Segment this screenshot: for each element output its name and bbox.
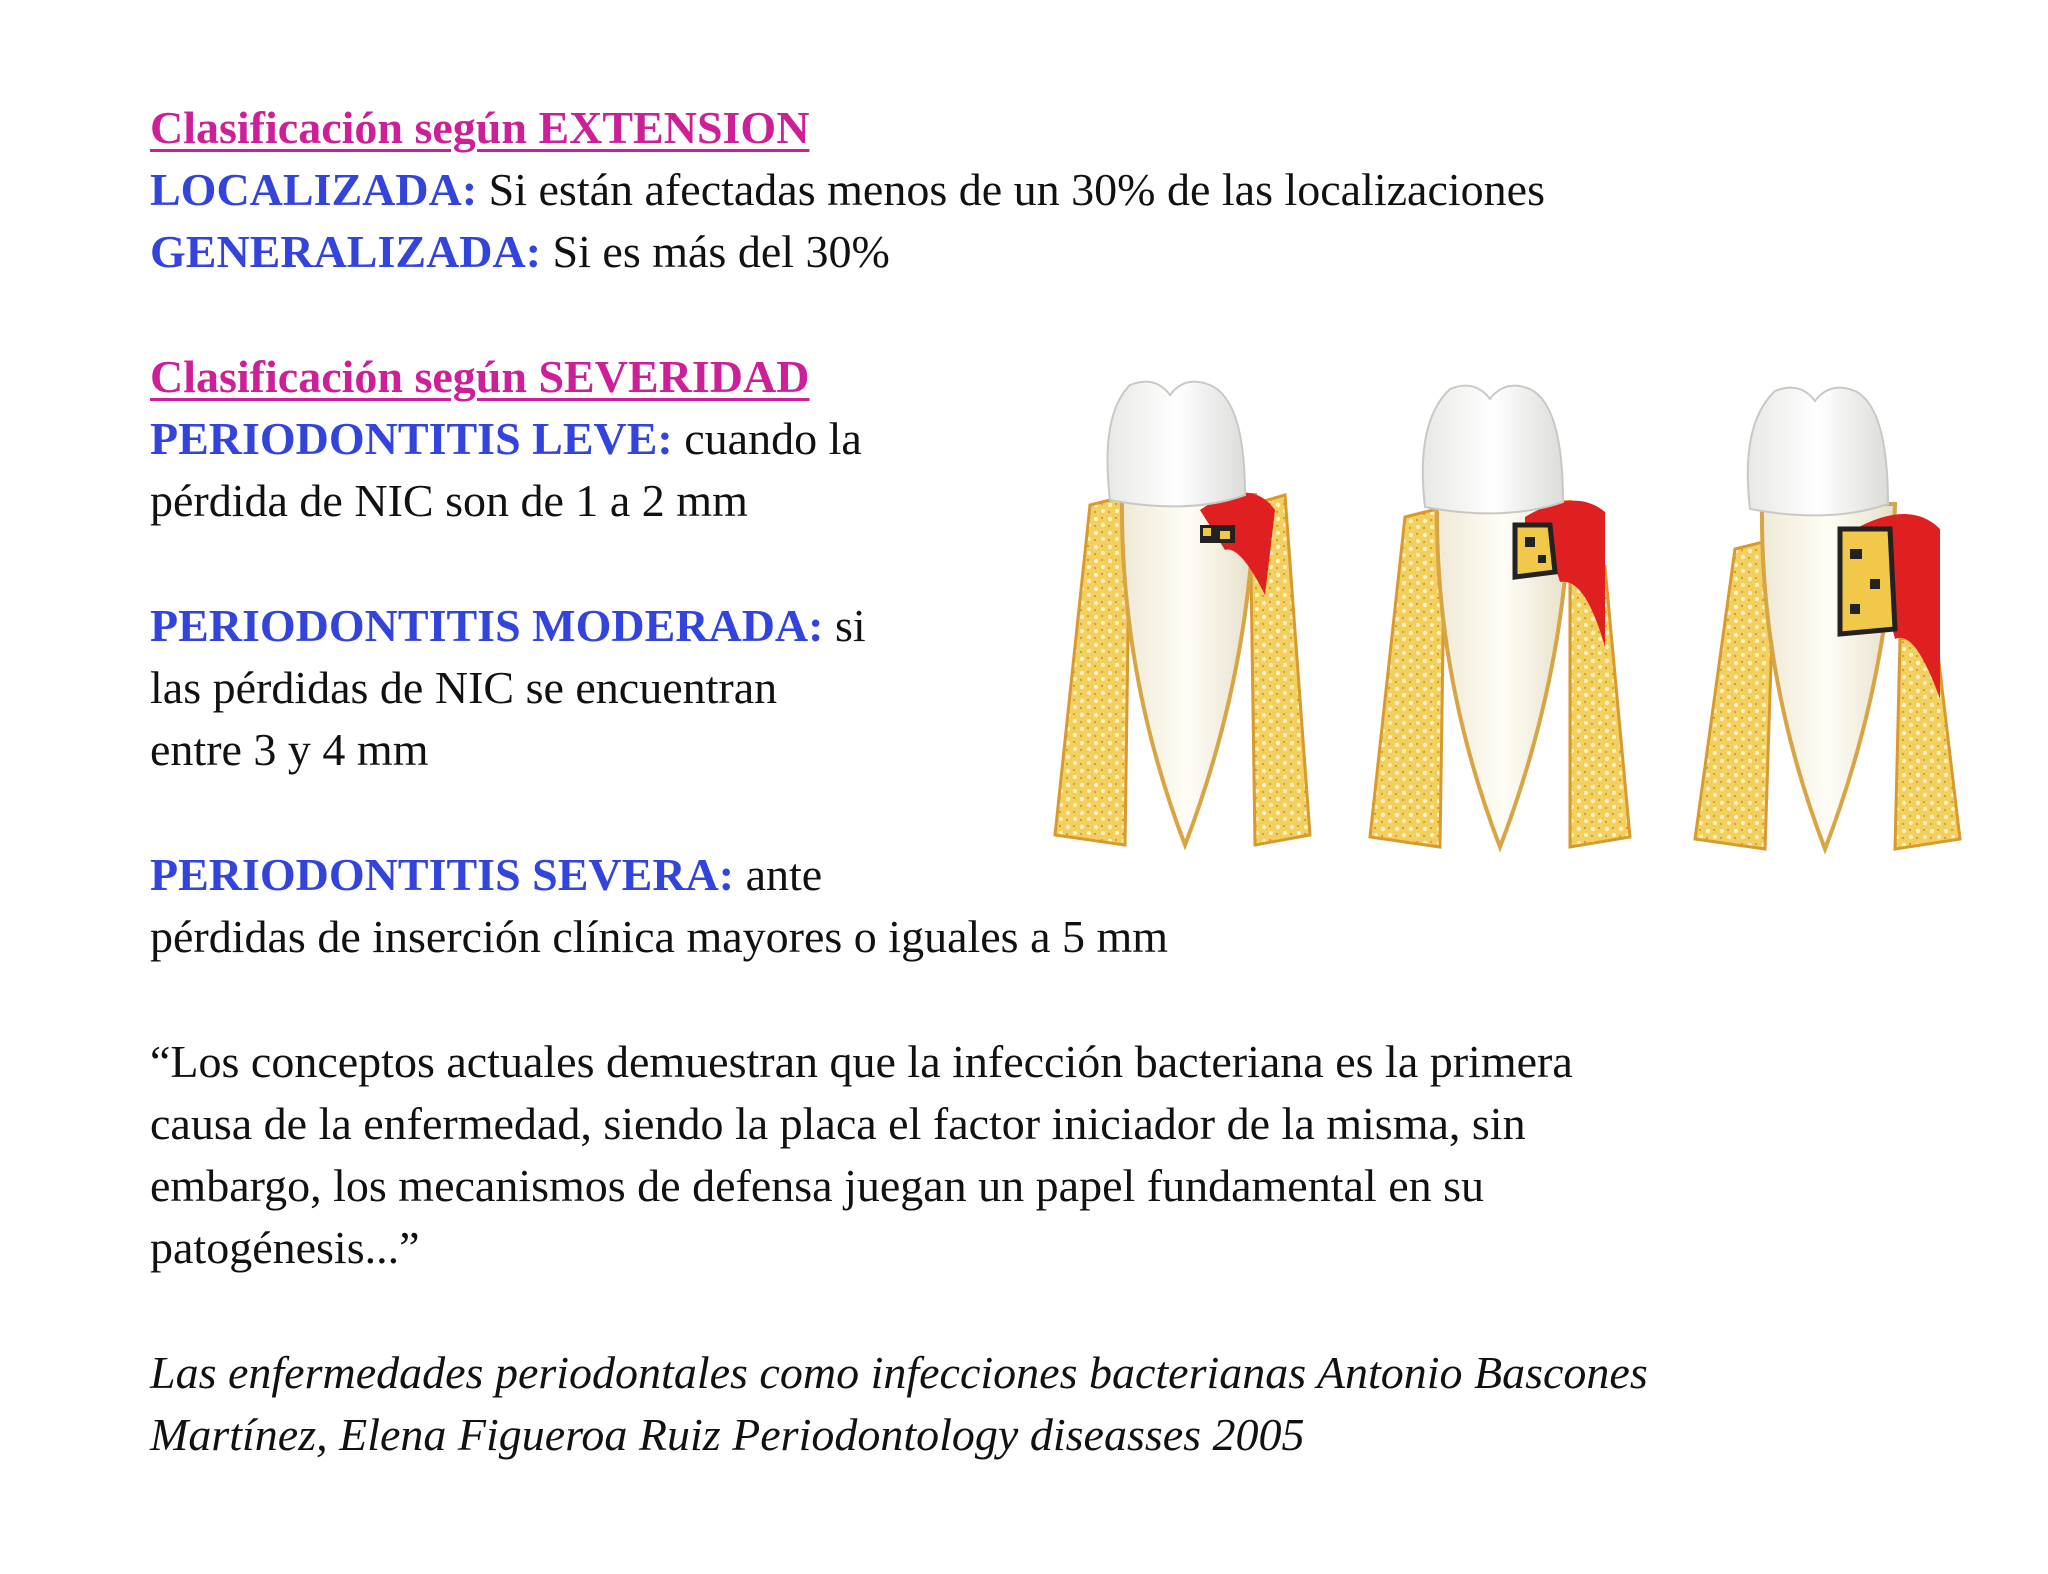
localizada-line (150, 159, 1545, 221)
localizada-text: Si están afectadas menos de un 30% de las localizaciones (477, 164, 1545, 215)
extension-heading: Clasificación según EXTENSION (150, 102, 810, 153)
leve-text-1: cuando la (672, 413, 862, 464)
periodontitis-stages-teeth-illustration-icon (1030, 365, 1970, 865)
tooth-severe-icon (1695, 388, 1960, 849)
severa-line-2: pérdidas de inserción clínica mayores o iguales a 5 mm (150, 911, 1169, 962)
tooth-mild-icon (1055, 382, 1310, 845)
citation-line-1: Las enfermedades periodontales como infecciones bacterianas Antonio Bascones (150, 1347, 1648, 1398)
severa-term: PERIODONTITIS SEVERA: (150, 849, 735, 900)
severa-text-1: ante (734, 849, 823, 900)
moderada-text-1: si (823, 600, 866, 651)
quote-line-3: embargo, los mecanismos de defensa juegan un papel fundamental en su (150, 1160, 1485, 1211)
generalizada-text: Si es más del 30% (541, 226, 890, 277)
localizada-term: LOCALIZADA: (150, 164, 478, 215)
moderada-line-3: entre 3 y 4 mm (150, 724, 429, 775)
tooth-moderate-icon (1370, 386, 1630, 847)
moderada-line-1 (150, 595, 866, 657)
quote-line-4: patogénesis...” (150, 1222, 420, 1273)
quote-line-1: “Los conceptos actuales demuestran que la infección bacteriana es la primera (150, 1036, 1573, 1087)
moderada-line-2: las pérdidas de NIC se encuentran (150, 662, 778, 713)
leve-line-2: pérdida de NIC son de 1 a 2 mm (150, 475, 748, 526)
generalizada-line (150, 221, 890, 283)
severidad-heading: Clasificación según SEVERIDAD (150, 351, 810, 402)
quote-line-2: causa de la enfermedad, siendo la placa el factor iniciador de la misma, sin (150, 1098, 1526, 1149)
moderada-term: PERIODONTITIS MODERADA: (150, 600, 824, 651)
severa-line-1 (150, 844, 822, 906)
citation-line-2: Martínez, Elena Figueroa Ruiz Periodontology diseasses 2005 (150, 1409, 1305, 1460)
leve-line-1 (150, 408, 862, 470)
leve-term: PERIODONTITIS LEVE: (150, 413, 673, 464)
generalizada-term: GENERALIZADA: (150, 226, 542, 277)
